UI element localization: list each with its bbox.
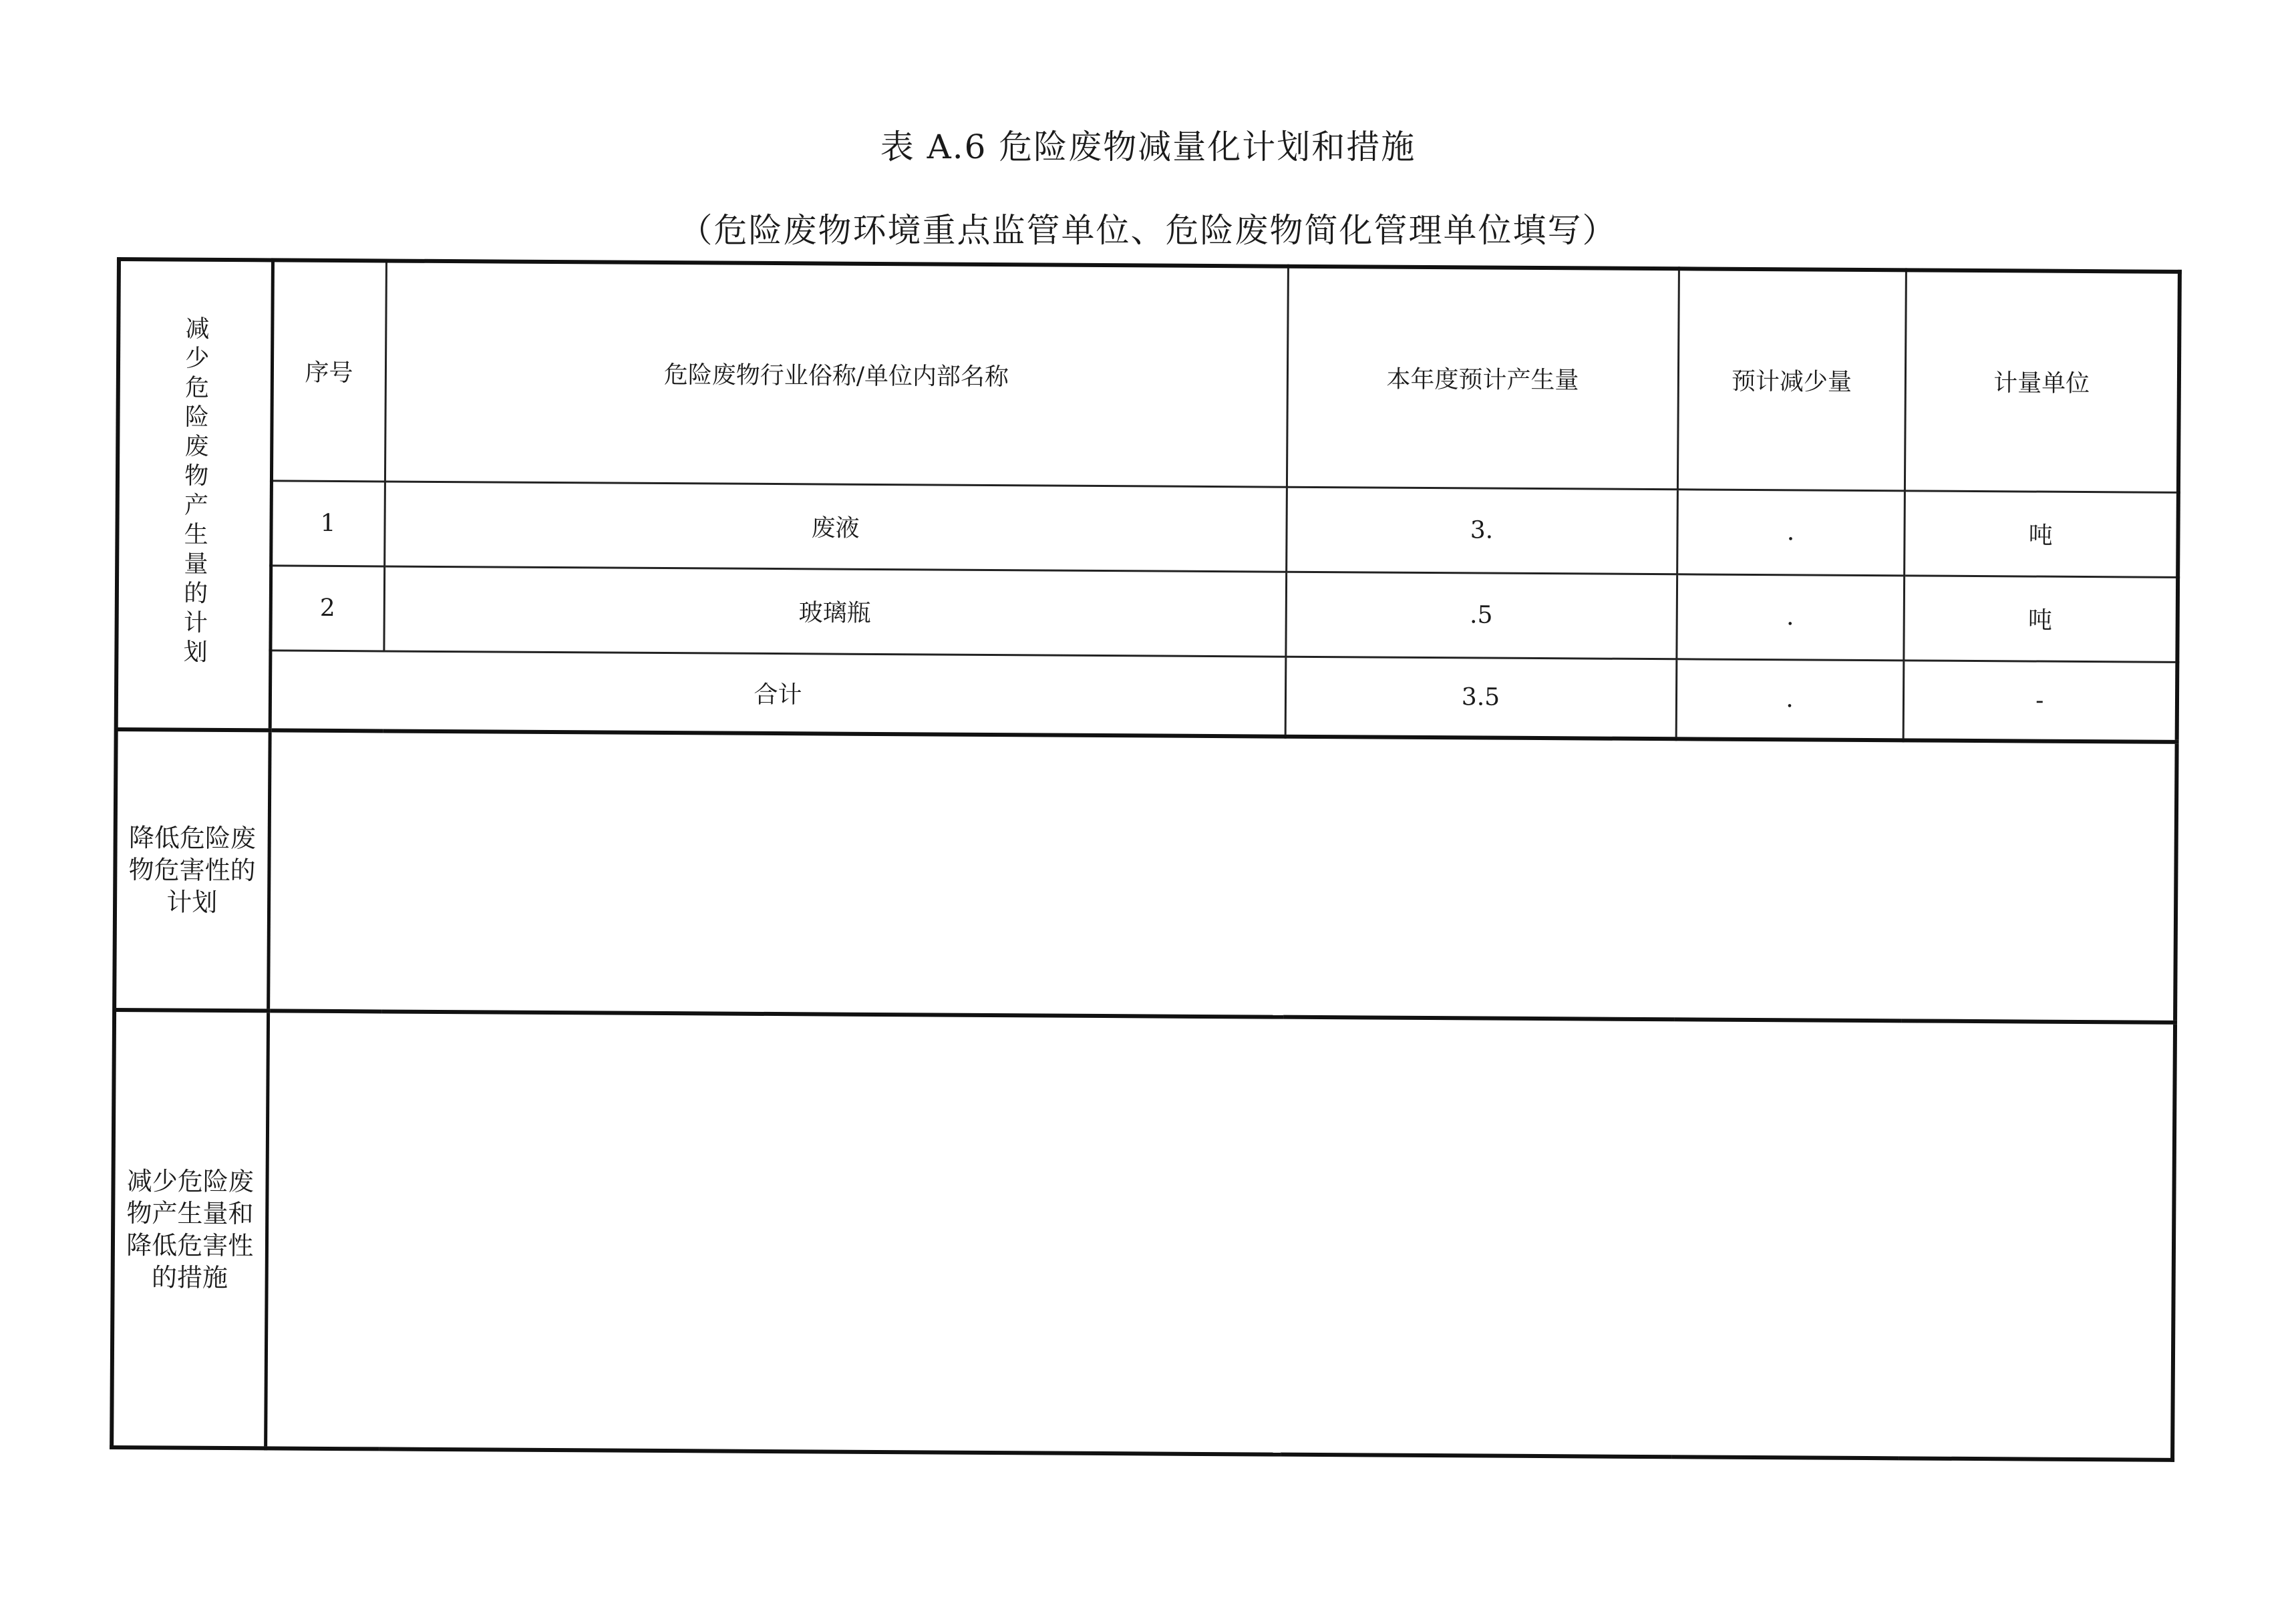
- table-row: [117, 480, 2178, 577]
- total-expected-reduction: .: [1676, 659, 1904, 740]
- row-name: 废液: [384, 481, 1287, 571]
- row-unit: 吨: [1903, 575, 2178, 662]
- row-seq: 1: [271, 480, 385, 566]
- row-expected-output: .5: [1285, 572, 1677, 659]
- table-subtitle: （危险废物环境重点监管单位、危险废物简化管理单位填写）: [679, 211, 1617, 250]
- row-name: 玻璃瓶: [383, 566, 1286, 656]
- measures-content[interactable]: [265, 1011, 2175, 1459]
- total-unit: -: [1903, 660, 2178, 742]
- total-label: 合计: [270, 650, 1286, 736]
- reduce-plan-label-cell: [116, 259, 273, 730]
- header-expected-reduction: 预计减少量: [1677, 269, 1906, 490]
- lower-hazard-label-cell: [114, 729, 270, 1011]
- total-row: [116, 649, 2178, 742]
- row-expected-output: 3.: [1286, 487, 1677, 574]
- measures-label: 减少危险废物产生量和降低危害性的措施: [126, 1166, 254, 1292]
- table-row: [116, 564, 2178, 662]
- row-seq: 2: [270, 565, 384, 651]
- header-seq: 序号: [271, 260, 386, 481]
- form-sheet: [110, 257, 2178, 1462]
- header-unit: 计量单位: [1905, 270, 2180, 492]
- header-expected-output: 本年度预计产生量: [1287, 266, 1679, 490]
- header-name: 危险废物行业俗称/单位内部名称: [385, 260, 1288, 486]
- total-expected-output: 3.5: [1285, 657, 1677, 739]
- lower-hazard-label: 降低危险废物危害性的计划: [128, 823, 257, 917]
- measures-label-cell: [112, 1010, 268, 1448]
- reduce-plan-label: 减少危险废物产生量的计划: [179, 315, 210, 669]
- row-expected-reduction: .: [1677, 489, 1905, 575]
- reduction-plan-table: [110, 257, 2182, 1462]
- table-title: 表 A.6 危险废物减量化计划和措施: [880, 128, 1416, 166]
- row-unit: 吨: [1904, 490, 2178, 577]
- row-expected-reduction: .: [1676, 574, 1904, 660]
- lower-hazard-content[interactable]: [268, 730, 2177, 1022]
